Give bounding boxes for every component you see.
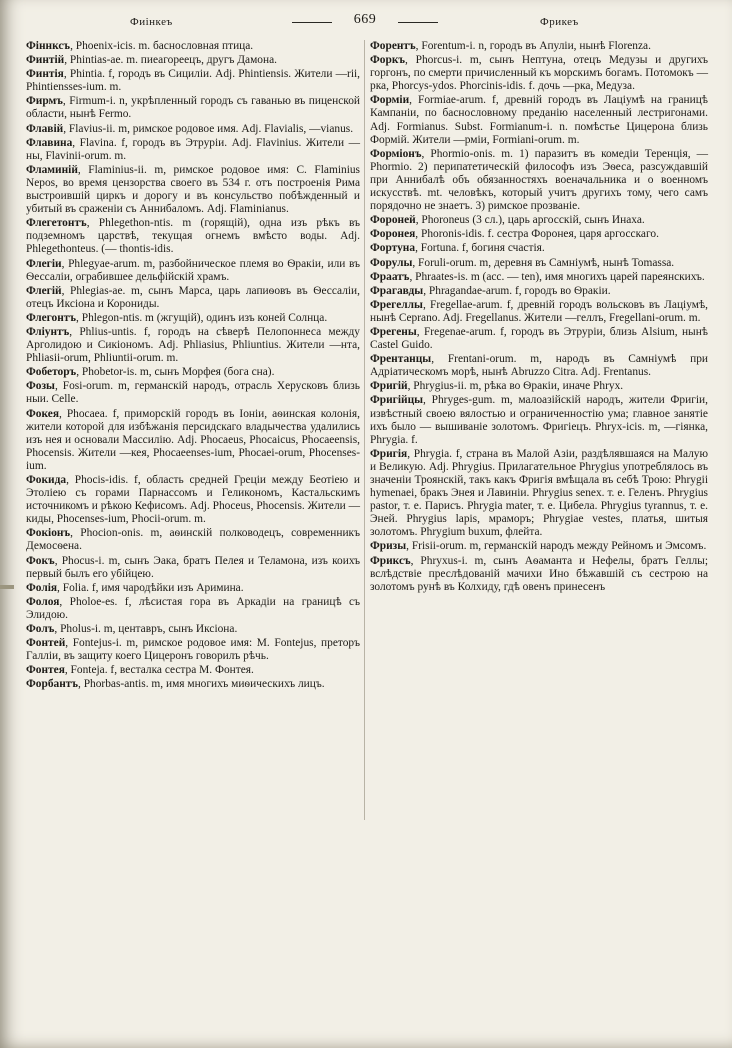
dictionary-entry <box>26 68 360 94</box>
header-right-guideword: Фрикеъ <box>540 16 579 28</box>
dictionary-entry <box>370 540 708 553</box>
entry-headword: Фокея <box>26 407 59 420</box>
entry-headword: Форбантъ <box>26 678 79 691</box>
entry-headword: Фригій <box>370 380 408 393</box>
entry-definition: , Phlegethon-ntis. m (горящій), одна изъ рѣкъ въ подземномъ царствѣ, текущая огнемъ вмѣсто воды. Adj. Phlegethonteus. (— thontis-idis. <box>26 217 360 256</box>
entry-definition: , Flavina. f, городъ въ Этруріи. Adj. Flavinius. Жители —ны, Flavinii-orum. m. <box>26 136 360 162</box>
entry-headword: Фригія <box>370 447 408 460</box>
running-header <box>0 12 732 36</box>
entry-headword: Флегонтъ <box>26 311 77 324</box>
dictionary-entry <box>370 94 708 146</box>
dictionary-entry <box>26 137 360 163</box>
header-left-guideword: Фиінкеъ <box>130 16 173 28</box>
entry-definition: , Phragandae-arum. f, городъ во Ѳракіи. <box>423 284 611 297</box>
entry-definition: , Phlius-untis. f, городъ на сѣверѣ Пелопоннеса между Арголидою и Сикіономъ. Adj. Phliasius, Phliuntius. Жители —нта, Phliasii-orum, Phliuntii-orum. m. <box>26 325 360 365</box>
entry-headword: Флегіи <box>26 257 62 270</box>
entry-headword: Форулы <box>370 256 413 269</box>
dictionary-entry <box>26 285 360 311</box>
entry-headword: Фонтея <box>26 664 65 677</box>
entry-definition: , Fonteja. f, весталка сестра M. Фонтея. <box>64 664 254 677</box>
dictionary-entry <box>26 582 360 595</box>
entry-definition: , Phoenix-icis. m. баснословная птица. <box>70 40 254 52</box>
entry-headword: Флавій <box>26 122 64 135</box>
entry-definition: , Phocion-onis. m, аѳинскій полководецъ, современникъ Демосѳена. <box>26 527 360 553</box>
entry-headword: Фирмъ <box>26 95 63 108</box>
entry-headword: Фрегеллы <box>370 298 423 311</box>
dictionary-entry <box>370 394 708 446</box>
entry-definition: , Frentani-orum. m, народъ въ Самніумѣ при Адріатическомъ морѣ, нынѣ Abruzzo Citra. Adj. Frentanus. <box>370 353 708 379</box>
entry-headword: Фрагавды <box>370 284 424 297</box>
entry-headword: Фобеторъ <box>26 366 77 379</box>
entry-headword: Фолоя <box>26 595 60 608</box>
page-number: 669 <box>300 12 430 28</box>
dictionary-entry <box>370 555 708 594</box>
entry-definition: , Phormio-onis. m. 1) паразитъ въ комедіи Теренція, — Phormio. 2) перипатетическій философъ изъ Эѳеса, разсуждавшій при Аннибалѣ объ обязанностяхъ военачальника и о военномъ искусствѣ. mt. человѣкъ, который учитъ другихъ тому, чего самъ порядочно не знаетъ. 3) римское прозваніе. <box>370 147 708 213</box>
dictionary-entry <box>26 217 360 256</box>
entry-definition: , Flavius-ii. m, римское родовое имя. Adj. Flavialis, —vianus. <box>63 122 354 135</box>
entry-definition: , Foruli-orum. m, деревня въ Самніумѣ, нынѣ Tomassa. <box>412 256 675 269</box>
entry-headword: Фокъ <box>26 554 55 567</box>
entry-definition: , Fontejus-i. m, римское родовое имя: M. Fontejus, преторъ Галліи, въ защиту коего Цицеронъ говорилъ рѣчь. <box>26 637 360 663</box>
entry-definition: , Phlegyae-arum. m, разбойническое племя во Ѳракіи, или въ Ѳессаліи, ограбившее дельфійскій храмъ. <box>26 257 360 283</box>
dictionary-entry <box>26 40 360 53</box>
entry-definition: , Phlegias-ae. m, сынъ Марса, царь лапиѳовъ въ Ѳессаліи, отецъ Иксіона и Корониды. <box>26 284 360 310</box>
dictionary-entry <box>370 353 708 379</box>
entry-definition: , Phocis-idis. f, область средней Греціи между Беотіею и Этоліею съ горами Парнассомъ и Геликономъ, Кастальскимъ источникомъ и рѣкою Кефисомъ. Adj. Phoceus, Phocensis. Жители —киды, Phocenses-ium, Phocii-orum. m. <box>26 474 360 526</box>
entry-definition: , Forentum-i. n, городъ въ Апуліи, нынѣ Florenza. <box>415 40 651 52</box>
entry-headword: Флегетонтъ <box>26 217 87 230</box>
entry-definition: , Phobetor-is. m, сынъ Морфея (бога сна). <box>76 366 275 379</box>
entry-headword: Форміи <box>370 94 410 107</box>
entry-headword: Фрегены <box>370 325 417 338</box>
dictionary-entry <box>370 326 708 352</box>
entry-definition: , Phryxus-i. m, сынъ Аѳаманта и Нефелы, братъ Геллы; вслѣдствіе преслѣдованій мачихи Ино бѣжавшій съ сестрою на золотомъ рунѣ въ Колхиду, гдѣ овенъ принесенъ <box>370 554 708 593</box>
dictionary-entry <box>370 214 708 227</box>
dictionary-entry <box>26 678 360 691</box>
entry-definition: , Phrygius-ii. m, рѣка во Ѳракіи, иначе Phryx. <box>407 380 624 393</box>
entry-definition: , Fosi-orum. m, германскій народъ, отрасль Херусковъ близь ныи. Celle. <box>26 380 360 406</box>
dictionary-entry <box>26 637 360 663</box>
dictionary-entry <box>26 95 360 121</box>
dictionary-entry <box>26 474 360 526</box>
dictionary-entry <box>26 408 360 473</box>
entry-definition: , Formiae-arum. f, древній городъ въ Лаціумѣ на границѣ Кампаніи, по баснословному преданію населенный лестригонами. Adj. Formianus. Subst. Formianum-i. n. помѣстье Цицерона близь Формій. Жители —рміи, Formiani-orum. m. <box>370 94 708 146</box>
dictionary-entry <box>26 664 360 677</box>
entry-definition: , Phocaea. f, приморскій городъ въ Іоніи, аѳинская колонія, жители которой для избѣжанія персидскаго владычества удалились изъ нея и основали Массилію. Adj. Phocaeus, Phocaicus, Phocaeensis, Phocensis. Жители —кея, Phocaeenses-ium, Phocaei-orum, Phocenses-ium. <box>26 407 360 472</box>
entry-definition: , Phorcus-i. m, сынъ Нептуна, отецъ Медузы и другихъ горгонъ, по смерти причисленный къ морскимъ богамъ. Потомокъ —рка, Phorcys-ydos. Phorcinis-idis. f. дочь —рка, Медуза. <box>370 54 708 93</box>
dictionary-entry <box>370 54 708 93</box>
entry-headword: Флавина <box>26 136 73 149</box>
entry-headword: Форкъ <box>370 54 406 67</box>
entry-definition: , Phoroneus (3 сл.), царь аргосскій, сынъ Инаха. <box>415 214 645 227</box>
entry-definition: , Phintias-ae. m. пиеагореецъ, другъ Дамона. <box>64 54 277 67</box>
entry-headword: Фраатъ <box>370 270 410 283</box>
dictionary-entry <box>370 228 708 241</box>
dictionary-entry <box>26 258 360 284</box>
dictionary-entry <box>26 54 360 67</box>
dictionary-entry <box>370 257 708 270</box>
dictionary-entry <box>26 123 360 136</box>
entry-definition: , Pholoe-es. f, лѣсистая гора въ Аркадіи на границѣ съ Элидою. <box>26 595 360 621</box>
entry-headword: Фламиній <box>26 163 78 176</box>
left-column <box>26 40 360 693</box>
dictionary-entry <box>370 271 708 284</box>
dictionary-entry <box>26 312 360 325</box>
binding-edge-mark <box>0 585 14 589</box>
entry-definition: , Phraates-is. m (acc. — ten), имя многихъ царей пареянскихъ. <box>409 270 705 283</box>
entry-headword: Финтій <box>26 54 65 67</box>
entry-headword: Фозы <box>26 380 55 393</box>
entry-definition: , Phoronis-idis. f. сестра Форонея, царя аргосскаго. <box>415 228 659 241</box>
entry-headword: Флегій <box>26 284 62 297</box>
right-column <box>370 40 708 595</box>
dictionary-entry <box>26 326 360 365</box>
entry-definition: , Phryges-gum. m, малоазійскій народъ, жители Фригіи, извѣстный своею вялостью и ограниченностію ума; главное занятіе ихъ было — вышиваніе золотомъ. Фригіецъ. Phryx-icis. m, —гіянка, Phrygia. f. <box>370 394 708 446</box>
entry-headword: Фортуна <box>370 242 416 255</box>
entry-headword: Фолія <box>26 581 58 594</box>
dictionary-entry <box>370 285 708 298</box>
entry-headword: Финтія <box>26 68 64 81</box>
entry-definition: , Firmum-i. n, укрѣпленный городъ съ гаванью въ пиценской области, нынѣ Fermo. <box>26 95 360 121</box>
dictionary-entry <box>26 623 360 636</box>
dictionary-entry <box>26 527 360 553</box>
entry-headword: Форонея <box>370 228 416 241</box>
column-divider <box>364 40 365 820</box>
dictionary-entry <box>370 299 708 325</box>
entry-headword: Форміонъ <box>370 147 422 160</box>
dictionary-entry <box>370 242 708 255</box>
entry-headword: Фліунтъ <box>26 325 70 338</box>
entry-headword: Фіннксъ <box>26 40 71 52</box>
dictionary-entry <box>370 148 708 213</box>
entry-definition: , Folia. f, имя чародѣйки изъ Аримина. <box>57 581 244 594</box>
entry-headword: Фонтей <box>26 637 66 650</box>
dictionary-entry <box>26 164 360 216</box>
entry-definition: , Frisii-orum. m, германскій народъ между Рейномъ и Эмсомъ. <box>406 540 707 553</box>
entry-definition: , Fortuna. f, богиня счастія. <box>415 242 545 255</box>
dictionary-entry <box>370 448 708 540</box>
entry-definition: , Phintia. f, городъ въ Сициліи. Adj. Phintiensis. Жители —rii, Phintiensses-ium. m. <box>26 68 360 94</box>
entry-headword: Форентъ <box>370 40 416 52</box>
entry-headword: Фриксъ <box>370 554 411 567</box>
dictionary-entry <box>370 380 708 393</box>
entry-headword: Фокіонъ <box>26 527 71 540</box>
entry-headword: Фригійцы <box>370 394 424 407</box>
entry-definition: , Phorbas-antis. m, имя многихъ миѳическихъ лицъ. <box>78 678 325 691</box>
dictionary-entry <box>26 555 360 581</box>
entry-definition: , Flaminius-ii. m, римское родовое имя: C. Flaminius Nepos, во время цензорства своего въ 534 г. отъ построенія Рима выстроившій циркъ и дорогу и въ консульство побѣжденный и убитый въ сраженіи съ Аннибаломъ. Adj. Flaminianus. <box>26 163 360 216</box>
entry-headword: Френтанцы <box>370 353 432 366</box>
dictionary-entry <box>26 596 360 622</box>
entry-definition: , Pholus-i. m, центавръ, сынъ Иксіона. <box>54 623 238 636</box>
dictionary-entry <box>26 380 360 406</box>
entry-definition: , Phrygia. f, страна въ Малой Азіи, раздѣлявшаяся на Малую и Великую. Adj. Phrygius. Прилагательное Phrygius употреблялось въ значеніи Троянскій, такъ какъ Фригія вмѣщала въ себѣ Трою: Phrygii hymenaei, бракъ Энея и Лавиніи. Phrygius senex. т. е. Геленъ. Phrygius pastor, т. е. Парисъ. Phrygia mater, т. е. Цибела. Phrygius tyrannus, т. е. Эней. Phrygius lapis, мраморъ; Phrygiae vestes, платья, шитыя золотомъ. Phrygium buxum, флейта. <box>370 447 708 539</box>
entry-definition: , Phlegon-ntis. m (жгущій), одинъ изъ коней Солнца. <box>76 311 328 324</box>
entry-headword: Фороней <box>370 214 416 227</box>
entry-headword: Фризы <box>370 540 407 553</box>
entry-headword: Фокида <box>26 474 67 486</box>
dictionary-entry <box>370 40 708 53</box>
entry-definition: , Fregenae-arum. f, городъ въ Этруріи, близь Alsium, нынѣ Castel Guido. <box>370 325 708 352</box>
entry-definition: , Phocus-i. m, сынъ Эака, братъ Пелея и Теламона, изъ коихъ первый былъ его убійцею. <box>26 554 360 580</box>
dictionary-entry <box>26 366 360 379</box>
entry-definition: , Fregellae-arum. f, древній городъ вольсковъ въ Лаціумѣ, нынѣ Ceprano. Adj. Fregellanus. Жители —геллъ, Fregellani-orum. m. <box>370 298 708 324</box>
entry-headword: Фолъ <box>26 623 55 636</box>
